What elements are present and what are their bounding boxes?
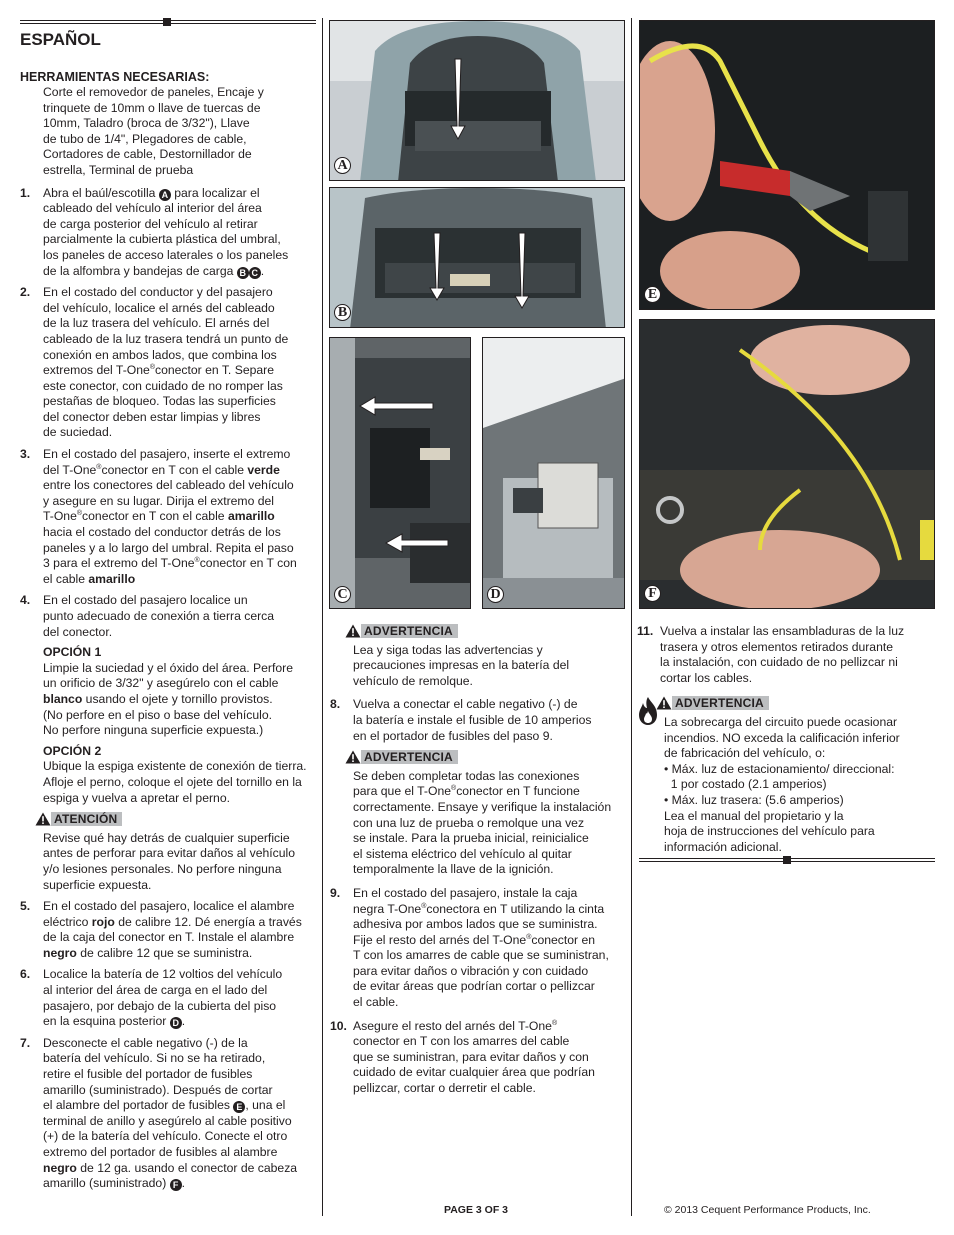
- caution-text: superficie expuesta.: [43, 877, 152, 892]
- photo-d-image: [483, 338, 625, 609]
- step-text: el alambre del portador de fusibles: [43, 1098, 234, 1113]
- step-text: este conector, con cuidado de no romper las: [43, 378, 283, 393]
- registered-mark: ®: [526, 933, 532, 941]
- step-text: hacia el costado del conductor detrás de los: [43, 525, 281, 540]
- tools-line: trinquete de 10mm o llave de tuercas de: [43, 100, 261, 115]
- photo-a-label: A: [334, 157, 351, 174]
- step-text: Afloje el perno, coloque el ojete del tornillo en la: [43, 774, 302, 789]
- step-number: 11.: [637, 624, 654, 638]
- warning-badge: [656, 696, 769, 710]
- step-text: de calibre 12 que se suministra.: [76, 945, 253, 960]
- warning-text: temporalmente la llave de la ignición.: [353, 862, 554, 877]
- warning-text: se instale. Para la prueba inicial, reinicialice: [353, 831, 589, 846]
- photo-a-image: [330, 21, 625, 181]
- wire-color: amarillo: [88, 571, 136, 586]
- step-6: 6. Localice la batería de 12 voltios del vehículo al interior del área de carga en el lado del pasajero, por debajo de la cubierta del piso en la esquina posterior D .: [20, 967, 316, 1029]
- step-text: Ubique la espiga existente de conexión de tierra.: [43, 759, 307, 774]
- page-number: PAGE 3 OF 3: [444, 1204, 508, 1216]
- step-text: Fije el resto del arnés del T-One: [353, 932, 527, 947]
- registered-mark: ®: [551, 1019, 558, 1027]
- step-text: En el costado del conductor y del pasajero: [43, 285, 273, 300]
- tools-line: Corte el removedor de paneles, Encaje y: [43, 85, 264, 99]
- photo-f: [639, 319, 935, 609]
- step-text: amarillo (suministrado). Después de cortar: [43, 1082, 273, 1097]
- step-3: [20, 447, 316, 587]
- step-text: retire el fusible del portador de fusibles: [43, 1067, 253, 1082]
- step-text: adhesiva por ambos lados que se suministra.: [353, 917, 598, 932]
- step-text: extremo del portador de fusibles al alambre: [43, 1145, 278, 1159]
- step-number: 8.: [330, 697, 341, 712]
- step-text: de la alfombra y bandejas de carga: [43, 263, 237, 278]
- step-text: el cable: [43, 571, 89, 586]
- step-text: En el costado del pasajero localice un: [43, 593, 248, 608]
- photo-d-label: D: [487, 586, 504, 603]
- warning-text: el sistema eléctrico del vehículo al quitar: [353, 846, 572, 861]
- tools-line: Cortadores de cable, Destornillador de: [43, 147, 252, 162]
- step-text: para evitar daños o vibración y con cuidado: [353, 963, 589, 978]
- photo-e-image: [640, 21, 935, 310]
- step-text: cuidado de evitar cualquier área que podrían: [353, 1065, 595, 1080]
- step-text: de la luz trasera del vehículo. El arnés del: [43, 316, 270, 331]
- step-text: Desconecte el cable negativo (-) de la: [43, 1035, 248, 1050]
- step-text: Vuelva a conectar el cable negativo (-) de: [353, 697, 578, 712]
- instructions-column-2: [330, 624, 626, 1097]
- step-text: usando el ojete y tornillo provistos.: [82, 691, 273, 706]
- tools-line: 10mm, Taladro (broca de 3/32"), Llave: [43, 116, 250, 131]
- caution-text: Revise qué hay detrás de cualquier superficie: [43, 830, 290, 845]
- step-text: en el portador de fusibles del paso 9.: [353, 728, 553, 743]
- step-text: del conector.: [43, 624, 113, 639]
- registered-mark: ®: [76, 510, 83, 518]
- step-text: negra T-One: [353, 901, 422, 916]
- step-text: amarillo (suministrado): [43, 1176, 170, 1191]
- ref-e: E: [233, 1101, 245, 1113]
- registered-mark: ®: [96, 463, 102, 471]
- fire-icon: [637, 696, 659, 726]
- ref-c: C: [249, 267, 261, 279]
- warning-text: hoja de instrucciones del vehículo para: [664, 824, 875, 839]
- tools-list: [20, 85, 316, 179]
- photo-b: [329, 187, 625, 328]
- warning-text: La sobrecarga del circuito puede ocasionar: [664, 714, 898, 729]
- step-text: en la esquina posterior: [43, 1014, 170, 1029]
- warning-label: ADVERTENCIA: [361, 624, 458, 638]
- photo-c: [329, 337, 471, 609]
- step-text: del T-One: [43, 462, 97, 477]
- rule-marker: [783, 856, 791, 864]
- step-text: conexión en ambos lados, que combina los: [43, 347, 277, 362]
- step-text: cableado del vehículo al interior del área: [43, 201, 262, 216]
- step-text: No perfore ninguna superficie expuesta.): [43, 723, 264, 738]
- warning-text: vehículo de remolque.: [353, 673, 473, 688]
- step-text: y asegure en su lugar. Dirija el extremo del: [43, 493, 275, 508]
- step-text: de calibre 12. Dé energía a través: [114, 914, 302, 929]
- warning-text: • Máx. luz trasera: (5.6 amperios): [664, 792, 844, 807]
- step-text: al interior del área de carga en el lado del: [43, 983, 268, 998]
- wire-color: negro: [43, 945, 77, 960]
- warning-text: Lea el manual del propietario y la: [664, 808, 844, 823]
- tools-line: estrella, Terminal de prueba: [43, 162, 194, 177]
- warning-3: [637, 690, 935, 855]
- step-text: Vuelva a instalar las ensambladuras de la luz: [660, 624, 905, 638]
- step-number: 5.: [20, 899, 31, 914]
- column-divider: [631, 18, 632, 1216]
- step-8: [330, 697, 626, 744]
- wire-color: rojo: [91, 914, 115, 929]
- step-text: cortar los cables.: [660, 670, 753, 685]
- ref-f: F: [170, 1179, 182, 1191]
- photo-d: [482, 337, 625, 609]
- photo-c-image: [330, 338, 471, 609]
- step-5: [20, 899, 316, 961]
- warning-badge: [345, 624, 458, 638]
- step-text: la instalación, con cuidado de no pellizcar ni: [660, 655, 898, 670]
- step-10: [330, 1019, 626, 1097]
- instructions-column-1: [20, 30, 316, 1192]
- step-number: 7.: [20, 1035, 31, 1050]
- warning-text: • Máx. luz de estacionamiento/ direccional:: [664, 761, 895, 776]
- step-text: Limpie la suciedad y el óxido del área. Perfore: [43, 660, 293, 675]
- step-text: Abra el baúl/escotilla: [43, 185, 159, 200]
- step-text: batería del vehículo. Si no se ha retirado,: [43, 1051, 266, 1066]
- step-text: T con los amarres de cable que se suministran,: [353, 948, 609, 963]
- warning-triangle-icon: [345, 750, 361, 764]
- warning-1: [330, 624, 626, 689]
- tools-line: de tubo de 1/4", Plegadores de cable,: [43, 131, 247, 146]
- step-text: Localice la batería de 12 voltios del vehículo: [43, 967, 283, 982]
- registered-mark: ®: [451, 785, 457, 793]
- step-text: para localizar el: [170, 185, 260, 200]
- instructions-column-3: [637, 624, 935, 855]
- step-text: pellizcar, cortar o derretir el cable.: [353, 1081, 536, 1096]
- wire-color: amarillo: [227, 509, 275, 524]
- step-text: cableado de la luz trasera tendrá un punto de: [43, 331, 289, 346]
- wire-color: blanco: [43, 691, 83, 706]
- step-text: pasajero, por debajo de la cubierta del piso: [43, 998, 277, 1013]
- ref-d: D: [170, 1017, 182, 1029]
- warning-text: incendios. NO exceda la calificación inferior: [664, 730, 900, 745]
- step-text: que se suministran, para evitar daños y con: [353, 1049, 589, 1064]
- step-4: [20, 593, 316, 893]
- step-number: 1.: [20, 185, 31, 200]
- warning-label: ADVERTENCIA: [672, 696, 769, 710]
- step-text: punto adecuado de conexión a tierra cerca: [43, 609, 275, 623]
- photo-e-label: E: [644, 286, 661, 303]
- language-heading: ESPAÑOL: [20, 30, 101, 49]
- step-text: parcialmente la cubierta plástica del umbral,: [43, 232, 281, 247]
- wire-color: verde: [247, 462, 280, 477]
- warning-text: Lea y siga todas las advertencias y: [353, 642, 543, 657]
- warning-text: información adicional.: [664, 839, 782, 854]
- warning-text: con una luz de prueba o remolque una vez: [353, 815, 585, 830]
- step-text: conector en: [531, 932, 596, 947]
- step-number: 6.: [20, 967, 31, 982]
- warning-triangle-icon: [35, 812, 51, 826]
- option-2-heading: OPCIÓN 2: [43, 743, 102, 758]
- step-text: trasera y otros elementos retirados durante: [660, 639, 894, 654]
- step-text: T-One: [43, 509, 77, 524]
- warning-text: Se deben completar todas las conexiones: [353, 768, 580, 783]
- registered-mark: ®: [149, 364, 155, 372]
- step-text: de evitar áreas que podrían cortar o pellizcar: [353, 979, 595, 994]
- step-text: conector en T. Separe: [154, 363, 275, 378]
- photo-f-label: F: [644, 585, 661, 602]
- warning-badge: [345, 750, 458, 764]
- step-text: los paneles de acceso laterales o los paneles: [43, 247, 289, 262]
- warning-text: 1 por costado (2.1 amperios): [664, 777, 827, 792]
- caution-badge: [35, 812, 122, 826]
- step-text: En el costado del pasajero, inserte el extremo: [43, 447, 291, 462]
- photo-f-image: [640, 320, 935, 609]
- step-2: [20, 285, 316, 441]
- step-text: entre los conectores del cableado del vehículo: [43, 478, 294, 493]
- step-text: conectora en T utilizando la cinta: [426, 901, 605, 916]
- step-text: de la caja del conector en T. Instale el alambre: [43, 930, 295, 945]
- step-text: terminal de anillo y asegúrelo al cable positivo: [43, 1113, 292, 1128]
- warning-text: de fabricación del vehículo, o:: [664, 746, 826, 761]
- step-text: En el costado del pasajero, localice el alambre: [43, 899, 295, 914]
- step-text: conector en T con el cable: [82, 509, 228, 524]
- warning-2: [330, 744, 626, 878]
- step-text: (No perfore en el piso o base del vehículo.: [43, 707, 272, 722]
- step-text: , una el: [245, 1098, 286, 1113]
- step-7: 7. Desconecte el cable negativo (-) de la batería del vehículo. Si no se ha retirado, retire el fusible del portador de fusibles amarillo (suministrado). Después de cortar el alambre del portador de fusibles E , una el terminal de anillo y asegúrelo al cable positivo (+) de la batería del vehículo. Conecte el otro extremo del portador de fusibles al alambre negro de 12 ga. usando el conector de cabeza amarillo (suministrado) F .: [20, 1036, 316, 1192]
- step-text: la batería e instale el fusible de 10 amperios: [353, 712, 592, 727]
- step-number: 3.: [20, 447, 31, 462]
- photo-c-label: C: [334, 586, 351, 603]
- step-text: el cable.: [353, 995, 399, 1010]
- step-text: paneles y a lo largo del umbral. Repita el paso: [43, 540, 294, 555]
- step-text: pestañas de bloqueo. Todas las superficies: [43, 394, 276, 409]
- copyright: © 2013 Cequent Performance Products, Inc.: [664, 1204, 871, 1216]
- step-text: de suciedad.: [43, 425, 113, 440]
- step-text: conector en T con: [199, 556, 297, 571]
- rule-marker: [163, 18, 171, 26]
- caution-text: antes de perforar para evitar daños al vehículo: [43, 846, 296, 861]
- tools-heading: HERRAMIENTAS NECESARIAS:: [20, 70, 210, 84]
- warning-label: ADVERTENCIA: [361, 750, 458, 764]
- registered-mark: ®: [194, 557, 200, 565]
- step-number: 10.: [330, 1018, 347, 1033]
- step-text: eléctrico: [43, 914, 92, 929]
- wire-color: negro: [43, 1160, 77, 1175]
- caution-text: y/o lesiones personales. No perfore ninguna: [43, 861, 282, 876]
- registered-mark: ®: [421, 902, 427, 910]
- photo-e: [639, 20, 935, 310]
- step-number: 2.: [20, 285, 31, 300]
- step-number: 4.: [20, 593, 31, 608]
- step-text: conector en T con el cable: [101, 462, 248, 477]
- step-text: espiga y vuelva a apretar el perno.: [43, 790, 230, 805]
- warning-text: precauciones impresas en la batería del: [353, 658, 570, 673]
- photo-b-image: [330, 188, 625, 328]
- step-11: [637, 624, 935, 686]
- step-text: extremos del T-One: [43, 363, 150, 378]
- caution-label: ATENCIÓN: [51, 812, 122, 826]
- step-text: un orificio de 3/32" y asegúrelo con el cable: [43, 676, 279, 691]
- photo-a: [329, 20, 625, 181]
- option-1-heading: OPCIÓN 1: [43, 645, 102, 660]
- step-text: de carga posterior del vehículo al retirar: [43, 216, 258, 231]
- step-9: [330, 886, 626, 1011]
- step-text: Asegure el resto del arnés del T-One: [353, 1018, 552, 1033]
- warning-text: conector en T funcione: [456, 784, 580, 799]
- step-text: En el costado del pasajero, instale la caja: [353, 885, 578, 900]
- step-number: 9.: [330, 885, 341, 900]
- warning-triangle-icon: [345, 624, 361, 638]
- step-text: del vehículo, localice el arnés del cableado: [43, 300, 275, 315]
- step-text: de 12 ga. usando el conector de cabeza: [76, 1160, 298, 1175]
- ref-a: A: [159, 189, 171, 201]
- warning-text: correctamente. Ensaye y verifique la instalación: [353, 799, 612, 814]
- step-text: (+) de la batería del vehículo. Conecte el otro: [43, 1129, 288, 1144]
- column-divider: [322, 18, 323, 1216]
- step-1: 1. Abra el baúl/escotilla A para localizar el cableado del vehículo al interior del área de carga posterior del vehículo al retirar parcialmente la cubierta plástica del umbral, los paneles de acceso laterales o los paneles de la alfombra y bandejas de carga B C .: [20, 186, 316, 280]
- warning-text: para que el T-One: [353, 784, 452, 799]
- step-text: del conector deben estar limpias y libres: [43, 409, 261, 424]
- step-text: conector en T con los amarres del cable: [353, 1034, 570, 1049]
- ref-b: B: [237, 267, 249, 279]
- step-text: 3 para el extremo del T-One: [43, 556, 195, 571]
- photo-b-label: B: [334, 304, 351, 321]
